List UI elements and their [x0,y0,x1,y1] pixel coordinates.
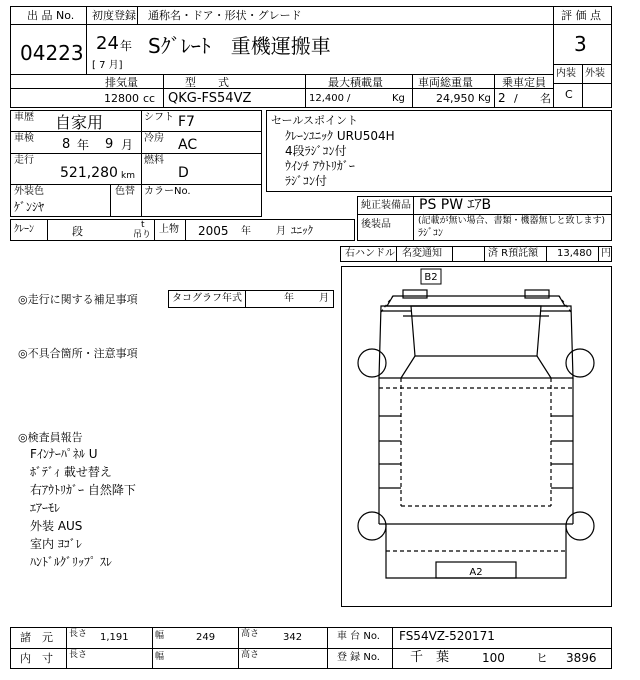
sales-point: 4段ﾗｼﾞｺﾝ付 [285,144,347,158]
plate-label: 登 録 No. [337,652,380,663]
reg-year-unit: 年 [120,39,133,53]
dims-label: 諸 元 [20,631,53,644]
deposit-value: 13,480 [557,248,592,259]
mileage-label: 走行 [14,155,34,166]
ext-color-value: ｹﾞﾝｼﾔ [14,200,45,214]
capacity-label: 乗車定員 [502,76,546,89]
plate-area: 千 葉 [410,650,450,665]
color-change-label: 色替 [115,186,135,197]
ac-value: AC [178,137,198,153]
upper-label: 上物 [159,224,179,235]
grade-label: 評 価 点 [561,9,601,22]
gross-weight-label: 車両総重量 [418,76,473,89]
damage-mark-a2: A2 [469,567,483,578]
crane-label: ｸﾚｰﾝ [14,224,34,235]
inspector-item: 右ｱｳﾄﾘｶﾞｰ 自然降下 [30,483,136,497]
interior-grade: C [565,88,573,101]
max-load-sep: / [347,93,351,104]
name-label: 通称名・ドア・形状・グレード [148,9,302,22]
car-name: Sｸﾞﾚｰﾄ 重機運搬車 [148,34,331,58]
defects-title: ◎不具合箇所・注意事項 [18,347,138,360]
model-value: QKG-FS54VZ [168,91,252,106]
fuel-label: 燃料 [144,155,164,166]
gross-weight-unit: Kg [478,93,491,104]
inspector-report-title: ◎検査員報告 [18,431,83,444]
capacity-unit: 名 [540,92,551,105]
tachograph-label: タコグラフ年式 [172,293,242,304]
deposit-yen: 円 [601,248,611,259]
plate-kana: ヒ [536,651,549,665]
length-value: 1,191 [100,632,129,643]
inspector-item: Fｲﾝﾅｰﾊﾟﾈﾙ U [30,447,98,461]
crane-stage-unit: 段 [72,225,83,238]
gross-weight-value: 24,950 [436,92,475,105]
reg-month: [ 7 月] [92,60,123,71]
history-label: 車歴 [14,112,34,123]
ac-label: 冷房 [144,133,164,144]
lot-label: 出 品 No. [27,9,75,22]
driving-notes-title: ◎走行に関する補足事項 [18,293,138,306]
inspector-item: ﾎﾞﾃﾞｨ 載せ替え [30,465,112,479]
sales-point: ｳｲﾝﾁ ｱｳﾄﾘｶﾞｰ [285,159,355,173]
displacement-unit: cc [143,92,156,105]
sales-points-title: セールスポイント [271,114,359,127]
chassis-number: FS54VZ-520171 [399,629,495,643]
mileage-unit: km [121,171,135,181]
shift-label: シフト [144,112,174,123]
crane-lift-label: 吊り [133,230,152,240]
inspection-month-unit: 月 [121,138,134,152]
inspector-item: 室内 ﾖｺﾞﾚ [30,537,82,551]
name-change-label: 名変通知 [402,248,442,259]
interior-label: 内装 [556,68,576,79]
inspector-item: ﾊﾝﾄﾞﾙｸﾞﾘｯﾌﾟ ｽﾚ [30,555,112,569]
inner-dims-label: 内 寸 [20,652,53,665]
fuel-value: D [178,165,189,181]
inner-length-label: 長さ [69,650,88,660]
deposit-label: 済 R預託額 [488,248,539,259]
truck-diagram [341,266,612,607]
inspection-year-unit: 年 [77,138,90,152]
width-label: 幅 [155,631,165,641]
shift-value: F7 [178,114,195,130]
height-label: 高さ [241,629,260,639]
inner-height-label: 高さ [241,650,260,660]
max-load-value: 12,400 [309,93,344,104]
first-reg-label: 初度登録 [92,9,136,22]
tachograph-year-unit: 年 [284,293,294,304]
height-value: 342 [283,632,303,643]
handle-side: 右ハンドル [345,248,395,259]
damage-mark-b2: B2 [424,272,438,283]
upper-year: 2005 [198,224,229,238]
upper-maker: ﾕﾆｯｸ [291,224,313,237]
model-label: 型 式 [185,76,229,89]
sales-point: ﾗｼﾞｺﾝ付 [285,174,328,188]
standard-equipment: PS PW ｴｱB [419,197,492,213]
crane-ton-unit: t [141,220,145,230]
mileage-value: 521,280 [60,165,118,181]
exterior-label: 外装 [585,68,605,79]
width-value: 249 [196,632,216,643]
standard-equipment-label: 純正装備品 [361,200,411,211]
length-label: 長さ [69,629,88,639]
capacity-value: 2 [498,91,506,105]
max-load-label: 最大積載量 [328,76,383,89]
inspection-month: 9 [105,137,114,152]
inspector-item: 外装 AUS [30,519,83,533]
lot-number: 04223 [20,41,84,65]
aftermarket-note: (記載が無い場合、書類・機器無しと致します) [418,216,606,226]
history-value: 自家用 [55,113,104,132]
chassis-label: 車 台 No. [337,631,380,642]
aftermarket-value: ﾗｼﾞｺﾝ [418,228,443,239]
inner-width-label: 幅 [155,652,165,662]
sales-point: ｸﾚｰﾝﾕﾆｯｸ URU504H [285,129,395,143]
displacement-label: 排気量 [105,76,138,89]
displacement-value: 12800 [104,92,139,105]
tachograph-month-unit: 月 [319,293,329,304]
upper-month-unit: 月 [276,226,286,237]
ext-color-label: 外装色 [14,186,44,197]
inspection-year: 8 [62,137,71,152]
upper-year-unit: 年 [241,226,251,237]
plate-number: 3896 [566,651,597,665]
details-grid [10,110,262,217]
inspection-label: 車検 [14,133,34,144]
reg-year: 24 [96,33,119,54]
color-no-label: カラーNo. [144,186,191,197]
overall-grade: 3 [574,32,587,56]
capacity-sep: / [514,92,518,105]
plate-class: 100 [482,651,505,665]
aftermarket-label: 後装品 [361,219,391,230]
max-load-unit: Kg [392,93,405,104]
inspector-item: ｴｱｰﾓﾚ [30,501,61,515]
